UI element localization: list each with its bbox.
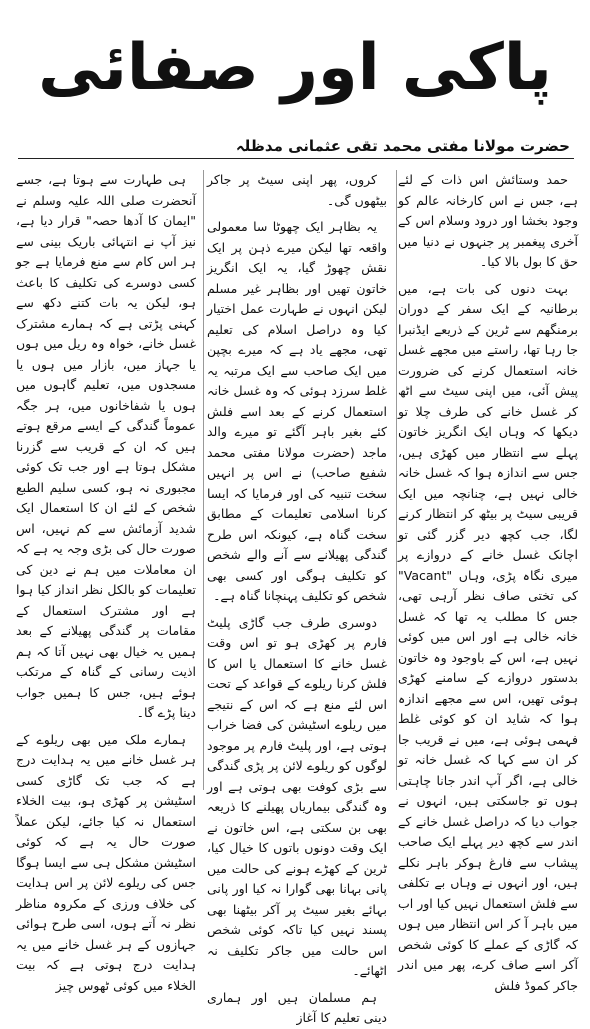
- column-divider: [396, 170, 397, 790]
- paragraph: کروں، پھر اپنی سیٹ پر جاکر بیٹھوں گی۔: [207, 172, 387, 208]
- paragraph: بہت دنوں کی بات ہے، میں برطانیہ کے ایک سفر کے دوران برمنگھم سے ٹرین کے ذریعے ایڈنبرا جا رہا تھا، راستے میں مجھے غسل خانہ استعمال کرنے کی ضرورت پیش آئی، میں اپنی سیٹ سے اٹھ کر غسل خانے کی طرف چلا تو دیکھا کہ وہاں ایک انگریز خاتون پہلے سے انتظار میں کھڑی ہیں، جس سے اندازہ ہوا کہ غسل خانہ خالی نہیں ہے، چنانچہ میں ایک قریبی سیٹ پر بیٹھ کر انتظار کرنے لگا، جب کچھ دیر گزر گئی تو اچانک غسل خانے کے دروازے پر میری نگاہ پڑی، وہاں "Vacant" کی تختی صاف نظر آرہی تھی، جس کا مطلب یہ تھا کہ غسل خانہ خالی ہے اور اس میں کوئی نہیں ہے، اس کے باوجود وہ خاتون بدستور دروازے کے سامنے کھڑی ہوئی تھیں، اس سے مجھے اندازہ ہوا کہ شاید ان کو کوئی غلط فہمی ہوئی ہے، میں نے قریب جا کر ان سے کہا کہ غسل خانہ تو خالی ہے، اگر آپ اندر جانا چاہتی ہوں تو جاسکتی ہیں، انہوں نے جواب دیا کہ دراصل غسل خانے کے اندر سے کچھ دیر پہلے ایک صاحب پیشاب سے فارغ ہوکر باہر نکلے ہیں، اور انہوں نے وہاں بے تکلفی سے فلش استعمال نہیں کیا اور اب میں باہر آ کر اس انتظار میں ہوں کہ گاڑی کے عملے کا کوئی شخص آکر اسے صاف کرے، پھر میں اندر جاکر کموڈ فلش: [398, 280, 578, 993]
- column-divider: [203, 170, 204, 790]
- author-byline: حضرت مولانا مفتی محمد تقی عثمانی مدظلہ: [235, 137, 570, 155]
- header-divider: [18, 158, 574, 159]
- text-column-2: [207, 170, 387, 1025]
- paragraph: ہم مسلمان ہیں اور ہماری دینی تعلیم کا آغاز: [207, 989, 387, 1025]
- article-title: پاکی اور صفائی: [38, 31, 552, 105]
- text-column-1: [398, 170, 578, 993]
- paragraph: دوسری طرف جب گاڑی پلیٹ فارم پر کھڑی ہو تو اس وقت غسل خانے کا استعمال یا اس کا فلش کرنا ریلوے کے قواعد کے تحت اس لئے منع ہے کہ اس کے نتیجے میں ریلوے اسٹیشن کی فضا خراب ہوتی ہے، اور پلیٹ فارم پر موجود لوگوں کو ریلوے لائن پر پڑی گندگی سے بڑی کوفت بھی ہوتی ہے اور وہ گندگی بیماریاں پھیلنے کا ذریعہ بھی بن سکتی ہے، اس خاتون نے ایک وقت دونوں باتوں کا خیال کیا، ٹرین کے کھڑے ہونے کی حالت میں پانی بہانا بھی گوارا نہ کیا اور پانی بہائے بغیر سیٹ پر آکر بیٹھنا بھی پسند نہیں کیا تاکہ کوئی شخص اس حالت میں جاکر تکلیف نہ اٹھائے۔: [207, 614, 387, 978]
- paragraph: حمد وستائش اس ذات کے لئے ہے، جس نے اس کارخانہ عالم کو وجود بخشا اور درود وسلام اس کے آخری پیغمبر پر جنہوں نے دنیا میں حق کا بول بالا کیا۔: [398, 172, 578, 269]
- paragraph: ہمارے ملک میں بھی ریلوے کے ہر غسل خانے میں یہ ہدایت درج ہے کہ جب تک گاڑی کسی اسٹیشن پر کھڑی ہو، بیت الخلاء استعمال نہ کیا جائے، لیکن عملاً صورت حال یہ ہے کہ کوئی اسٹیشن مشکل ہی سے ایسا ہوگا جس کی ریلوے لائن پر اس ہدایت کی خلاف ورزی کے مکروہ مناظر نظر نہ آتے ہوں، اسی طرح ہوائی جہازوں کے ہر غسل خانے میں یہ ہدایت درج ہوتی ہے کہ بیت الخلاء میں کوئی ٹھوس چیز: [16, 731, 196, 993]
- text-column-3: [16, 170, 196, 993]
- paragraph: یہ بظاہر ایک چھوٹا سا معمولی واقعہ تھا لیکن میرے ذہن پر ایک نقش چھوڑ گیا، یہ ایک انگریز خاتون تھیں اور بظاہر غیر مسلم لیکن انہوں نے طہارت عمل اختیار کیا وہ دراصل اسلام کی تعلیم تھی، مجھے یاد ہے کہ میرے بچپن میں ایک صاحب سے ایک مرتبہ یہ غلط سرزد ہوئی کہ وہ غسل خانہ استعمال کرنے کے بعد اسے فلش کئے بغیر باہر آگئے تو میرے والد ماجد (حضرت مولانا مفتی محمد شفیع صاحب) نے اس پر انہیں سخت تنبیہ کی اور فرمایا کہ ایسا کرنا اسلامی تعلیمات کے مطابق سخت گناہ ہے، کیونکہ اس طرح گندگی پھیلانے سے آنے والے شخص کو تکلیف ہوگی اور کسی بھی شخص کو تکلیف پہنچانا گناہ ہے۔: [207, 219, 387, 603]
- paragraph: ہی طہارت سے ہوتا ہے، جسے آنحضرت صلی اللہ علیہ وسلم نے "ایمان کا آدھا حصہ" قرار دیا ہے، نیز آپ نے انتہائی باریک بینی سے ہر اس کام سے منع فرمایا ہے جو کسی دوسرے کی تکلیف کا باعث ہو، لیکن یہ بات کتنے دکھ سے کہنی پڑتی ہے کہ ہمارے مشترک غسل خانے، خواہ وہ ریل میں ہوں یا جہاز میں، بازار میں ہوں یا مسجدوں میں، تعلیم گاہوں میں ہوں یا شفاخانوں میں، ہر جگہ عموماً گندگی کے ایسے مرقع ہوتے ہیں کہ ان کے قریب سے گزرنا مشکل ہوتا ہے اور جب تک کوئی مجبوری نہ ہو، کسی سلیم الطبع شخص کے لئے ان کا استعمال ایک شدید آزمائش سے کم نہیں، اس صورت حال کی بڑی وجہ یہ ہے کہ ان معاملات میں ہم نے دین کی تعلیمات کو بالکل نظر انداز کیا ہوا ہے اور مشترک استعمال کے مقامات پر گندگی پھیلانے کے بعد ہمیں یہ خیال بھی نہیں آتا کہ ہم اذیت رسانی کے گناہ کے مرتکب ہوئے ہیں، جس کا ہمیں جواب دینا پڑے گا۔: [16, 172, 196, 720]
